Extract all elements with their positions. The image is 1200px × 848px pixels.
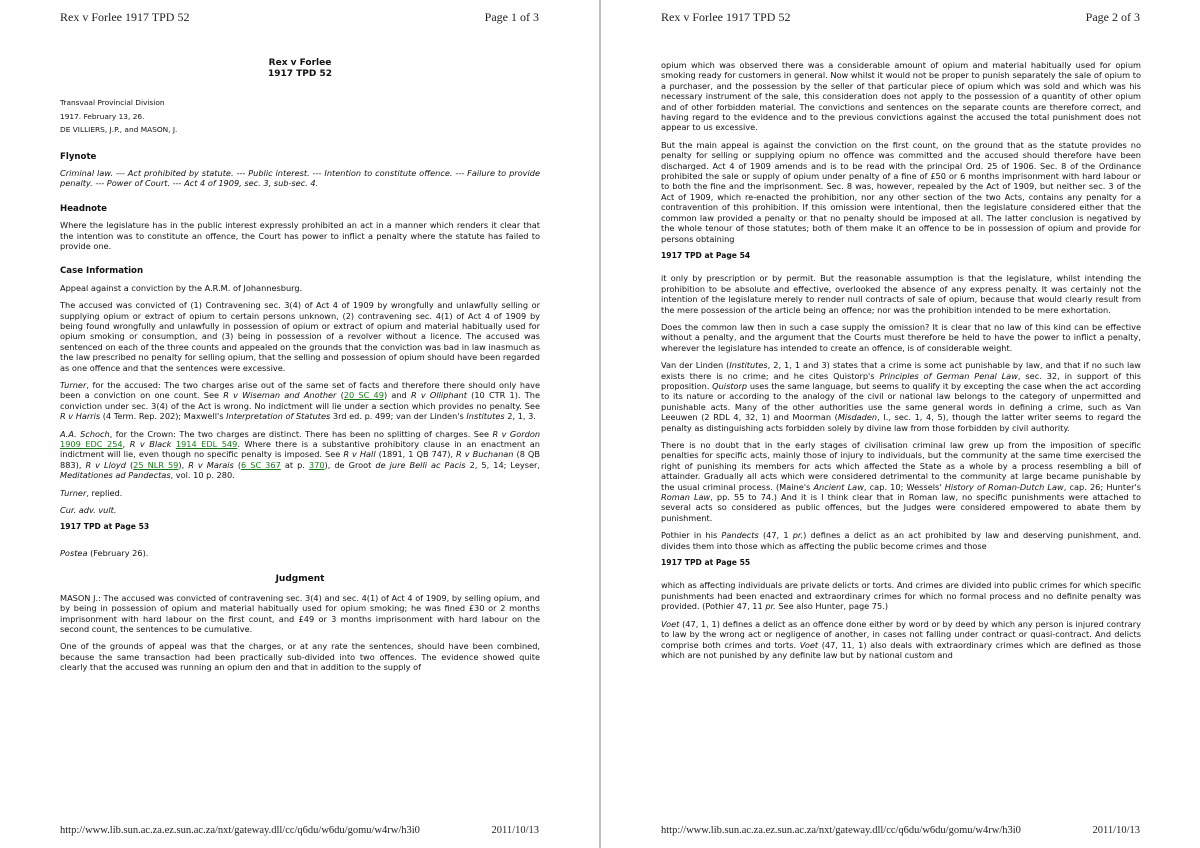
text-run: ), de Groot xyxy=(324,459,376,470)
text-run: (1891, 1 QB 747), xyxy=(375,449,457,460)
text-run: at p. xyxy=(280,459,309,470)
case-info-heading: Case Information xyxy=(60,266,144,277)
text-run: (10 CTR 1). The conviction under sec. 3(4) of the Act is wrong. No indictment will lie under a section which provides no penalty. See xyxy=(60,390,540,411)
book-ref: Misdaden xyxy=(837,412,878,423)
book-ref: Institutes xyxy=(466,411,505,422)
text-run: Van der Linden ( xyxy=(661,360,730,371)
argument-crown xyxy=(60,429,540,481)
citation-link[interactable]: 20 SC 49 xyxy=(343,390,384,401)
text-run: (47, 11, 1) also deals with extraordinary crimes which are defined as those which are not punished by any definite law but by national custom and xyxy=(661,639,1141,660)
text-run: , pp. 55 to 74.) And it is I think clear that in Roman law, no specific punishments were attached to several acts so considered as public offences, but the Judges were considered empowered to abate them by punishment. xyxy=(661,492,1141,523)
book-ref: Voet xyxy=(799,639,819,650)
running-header xyxy=(661,10,1140,25)
text-run: (February 26). xyxy=(87,547,149,558)
counsel-name: Turner xyxy=(60,380,87,390)
case-ref: R v Gordon xyxy=(492,428,541,439)
judgment-paragraph: One of the grounds of appeal was that the charges, or at any rate the sentences, should have been combined, because the same transaction had been practically sub-divided into two offences. The evidence showed quite clearly that the accused was running an opium den and that in addition to the supply of xyxy=(60,641,540,673)
text-run: 2, 5, 14; Leyser, xyxy=(465,459,541,470)
headnote-heading: Headnote xyxy=(60,203,107,214)
book-ref: Interpretation of Statutes xyxy=(226,411,331,422)
book-ref: pr. xyxy=(765,601,776,612)
page-marker: 1917 TPD at Page 53 xyxy=(60,522,150,532)
text-run: 3rd ed. p. 499; van der Linden's xyxy=(330,411,467,422)
hearing-dates: 1917. February 13, 26. xyxy=(60,111,145,121)
text-run: ( xyxy=(125,459,134,470)
text-run: (8 QB 883), xyxy=(60,449,540,470)
judgment-paragraph: MASON J.: The accused was convicted of contravening sec. 3(4) and sec. 4(1) of Act 4 of 1909, by selling opium, and by being in possession of opium and material habitually used for opium smoking; he was fined £30 or 2 months imprisonment with hard labour on the first count, and £49 or 3 months imprisonment with hard labour on the second count, the sentences to be cumulative. xyxy=(60,592,540,634)
judgment-paragraph xyxy=(661,580,1141,611)
text-run: Cur. adv. vult. xyxy=(60,505,117,516)
case-ref: R v Lloyd xyxy=(85,459,126,470)
flynote-italic: Criminal law. --- Act prohibited by statute. --- Public interest. --- Intention to constitute offence. --- Failure to provide penalty. --- Power of Court. --- Act 4 of 1909, sec. 3, sub-sec. 4. xyxy=(60,167,540,189)
case-name: Rex v Forlee xyxy=(268,58,332,68)
page-body xyxy=(661,60,1141,667)
text-run: ) and xyxy=(383,390,411,401)
footer-url: http://www.lib.sun.ac.za.ez.sun.ac.za/nxt/gateway.dll/cc/q6du/w6du/gomu/w4rw/h3i0 xyxy=(60,825,420,836)
text-run: Pothier in his xyxy=(661,530,722,541)
text-run: , 2, 1, 1 and 3) states that a crime is some act punishable by law, and that if no such law exists there is no crime; and he cites Quistorp's xyxy=(661,360,1141,381)
text-run: , cap. 26; Hunter's xyxy=(1063,481,1141,492)
text-run: , cap. 10; Wessels' xyxy=(863,481,945,492)
page-2 xyxy=(601,0,1200,848)
header-page-number: Page 2 of 3 xyxy=(1085,10,1140,24)
headnote-text: Where the legislature has in the public interest expressly prohibited an act in a manner which renders it clear that the intention was to constitute an offence, the Court has power to inflict a penalty where the statute has failed to provide one. xyxy=(60,220,540,251)
counsel-name: Turner xyxy=(60,487,87,498)
page-1 xyxy=(0,0,599,848)
text-run: . Where there is a substantive prohibitory clause in an enactment an indictment will lie, even though no specific penalty is imposed. See xyxy=(60,439,540,460)
flynote-heading: Flynote xyxy=(60,151,97,162)
judgment-paragraph xyxy=(661,530,1141,551)
page-body xyxy=(60,58,540,680)
citation-link[interactable]: 25 NLR 59 xyxy=(133,459,179,470)
case-ref: R v Wiseman and Another xyxy=(223,390,337,401)
text-run: uses the same language, but seems to qualify it by excepting the case when the act according to its nature or according to the analogy of the civil or national law belongs to the category of unpermitted and punishable acts. Many of the other authorities use the same general words in defining a crime, such as Van Leeuwen (2 RDL 4, 32, 1) and Moorman ( xyxy=(661,380,1141,423)
book-ref: Principles of German Penal Law xyxy=(879,370,1018,381)
case-ref: R v Black xyxy=(129,439,172,450)
judgment-paragraph xyxy=(661,440,1141,523)
text-run: See also Hunter, page 75.) xyxy=(775,601,889,612)
book-ref: de jure Belli ac Pacis xyxy=(375,459,466,470)
header-page-number: Page 1 of 3 xyxy=(484,10,539,24)
case-citation: 1917 TPD 52 xyxy=(267,69,333,79)
case-info-appeal: Appeal against a conviction by the A.R.M. of Johannesburg. xyxy=(60,282,303,293)
judgment-paragraph: But the main appeal is against the conviction on the first count, on the ground that as the statute provides no penalty for selling or supplying opium no offence was committed and the accused should therefore have been discharged. Act 4 of 1909 amends and is to be read with the principal Ord. 25 of 1906. Sec. 8 of the Ordinance prohibited the sale or supply of opium under penalty of a fine of £50 or 6 months imprisonment with hard labour or to both the fine and the imprisonment. Sec. 8 was, however, repealed by the Act of 1909, but neither sec. 3 of the Act of 1909, which re-enacted the prohibition, nor any other section of the two Acts, contains any penalty for a contravention of this prohibition. If this omission were intentional, then the legislature considered either that the common law provided a penalty or that no penalty should be imposed at all. The latter conclusion is negatived by the whole tenour of those statutes; both of them make it an offence to be in possession of opium and provide for persons obtaining xyxy=(661,139,1141,244)
running-header xyxy=(60,10,539,25)
case-ref: R v Harris xyxy=(60,411,101,422)
footer-date: 2011/10/13 xyxy=(1092,825,1140,836)
case-ref: R v Buchanan xyxy=(456,449,514,460)
book-ref: Institutes xyxy=(729,360,768,371)
judgment-heading: Judgment xyxy=(275,574,325,585)
judgment-paragraph: it only by prescription or by permit. But the reasonable assumption is that the legislature, whilst intending the prohibition to be absolute and effective, overlooked the absence of any express penalty. It was certainly not the intention of the legislature merely to render null contracts of sale of opium, because that would clearly result from the mere possession of the article being an offence; nor was the prohibition intended to be mere exhortation. xyxy=(661,273,1141,315)
case-ref: R v Olliphant xyxy=(410,390,467,401)
citation-link[interactable]: 1914 EDL 549 xyxy=(175,439,238,450)
footer-date: 2011/10/13 xyxy=(491,825,539,836)
running-footer xyxy=(60,825,539,836)
page-marker: 1917 TPD at Page 55 xyxy=(661,558,751,568)
postea-line xyxy=(60,548,540,558)
text-run: 2, 1, 3. xyxy=(504,411,536,422)
running-footer xyxy=(661,825,1140,836)
case-ref: R v Marais xyxy=(188,459,234,470)
text-run: (4 Term. Rep. 202); Maxwell's xyxy=(100,411,227,422)
court-name: Transvaal Provincial Division xyxy=(60,98,165,107)
book-ref: Quistorp xyxy=(712,380,748,391)
judgment-paragraph: Does the common law then in such a case supply the omission? It is clear that no law of this kind can be effective without a penalty, and the argument that the Courts must therefore be held to have the power to inflict a penalty, wherever the legislature has intended to create an offence, is of considerable weight. xyxy=(661,321,1141,353)
judgment-paragraph: opium which was observed there was a considerable amount of opium and material habitually used for opium smoking ready for customers in general. Now whilst it would not be proper to punish separately the sale of opium to a purchaser, and the possession by the seller of that particular piece of opium which was sold and which was his necessary instrument of the sale, this consideration does not apply to the possession of a quantity of other opium and of other forbidden material. The convictions and sentences on the separate counts are therefore correct, and having regard to the evidence and to the previous convictions against the accused the total punishment does not appear to us excessive. xyxy=(661,60,1141,133)
text-run: Postea xyxy=(60,547,88,558)
footer-url: http://www.lib.sun.ac.za.ez.sun.ac.za/nxt/gateway.dll/cc/q6du/w6du/gomu/w4rw/h3i0 xyxy=(661,825,1021,836)
book-ref: Roman Law xyxy=(661,492,711,503)
book-ref: History of Roman-Dutch Law xyxy=(944,481,1064,492)
page-marker: 1917 TPD at Page 54 xyxy=(661,250,751,260)
text-run: , replied. xyxy=(86,487,123,498)
text-run: , for the Crown: The two charges are distinct. There has been no splitting of charges. See xyxy=(109,428,493,439)
citation-link[interactable]: 370 xyxy=(308,459,325,470)
judgment-paragraph xyxy=(661,360,1141,433)
text-run: There is no doubt that in the early stages of civilisation criminal law grew up from the imposition of specific penalties for specific acts, mainly those of injury to individuals, but the community at the same time exercised the right of punishing its members for acts which affected the State as a whole by a process resembling a bill of attainder. Gradually all acts which were considered detrimental to the community at large became punishable by the usual criminal process. (Maine's xyxy=(661,440,1141,492)
text-run: , for the accused: The two charges arise out of the same set of facts and therefore there should only have been a conviction on one count. See xyxy=(60,380,540,401)
text-run: , sec. 32, in support of this proposition. xyxy=(661,370,1141,391)
cur-adv-vult xyxy=(60,505,540,515)
text-run: ( xyxy=(233,459,242,470)
case-title xyxy=(60,58,540,80)
book-ref: Ancient Law xyxy=(813,481,864,492)
case-ref: R v Hall xyxy=(343,449,376,460)
book-ref: Pandects xyxy=(721,530,759,541)
text-run: , xyxy=(122,439,130,450)
header-title: Rex v Forlee 1917 TPD 52 xyxy=(60,10,190,24)
flynote-text xyxy=(60,168,540,189)
book-ref: Meditationes ad Pandectas xyxy=(60,470,171,481)
judges: DE VILLIERS, J.P., and MASON, J. xyxy=(60,125,178,134)
case-meta xyxy=(60,96,540,137)
counsel-name: A.A. Schoch xyxy=(60,428,110,439)
text-run: which as affecting individuals are private delicts or torts. And crimes are divided into public crimes for which specific punishments had been enacted and extraordinary crimes for which no formal process and no definite penalty was provided. (Pothier 47, 11 xyxy=(661,580,1141,612)
text-run: ( xyxy=(336,390,344,401)
case-info-facts: The accused was convicted of (1) Contravening sec. 3(4) of Act 4 of 1909 by wrongfully and unlawfully selling or supplying opium or extract of opium to certain persons unknown, (2) contravening sec. 4(1) of Act 4 of 1909 by being found wrongfully and unlawfully in possession of opium or extract of opium and material habitually used for opium smoking or consumption, and (3) being in possession of a revolver without a licence. The accused was sentenced on each of the three counts and appealed on the grounds that the conviction was bad in law inasmuch as the law prescribed no penalty for selling opium, that the selling and possession of opium should have been regarded as one offence and that the sentences were excessive. xyxy=(60,300,540,373)
reply-line xyxy=(60,488,540,498)
text-run: (47, 1 xyxy=(758,530,793,541)
book-ref: pr. xyxy=(792,530,804,541)
text-run: , vol. 10 p. 280. xyxy=(170,470,235,481)
text-run: ) defines a delict as an act prohibited by law and deserving punishment, and. divides them into those which as affecting the public become crimes and those xyxy=(661,530,1142,551)
text-run: ), xyxy=(178,459,189,470)
text-run: , I., sec. 1, 4, 5), though the latter writer seems to regard the penalty as distinguishing acts forbidden solely by divine law from those forbidden by civil authority. xyxy=(661,412,1141,433)
citation-link[interactable]: 6 SC 367 xyxy=(241,459,281,470)
argument-accused xyxy=(60,380,540,422)
judgment-paragraph xyxy=(661,619,1141,661)
citation-link[interactable]: 1909 EDC 254 xyxy=(60,439,123,450)
book-ref: Voet xyxy=(661,618,680,629)
text-run: (47, 1, 1) defines a delict as an offence done either by word or by deed by which any person is injured contrary to law by the wrong act or negligence of another, in cases not falling under contract or quasi-contract. And delicts comprise both crimes and torts. xyxy=(661,618,1141,650)
header-title: Rex v Forlee 1917 TPD 52 xyxy=(661,10,791,24)
